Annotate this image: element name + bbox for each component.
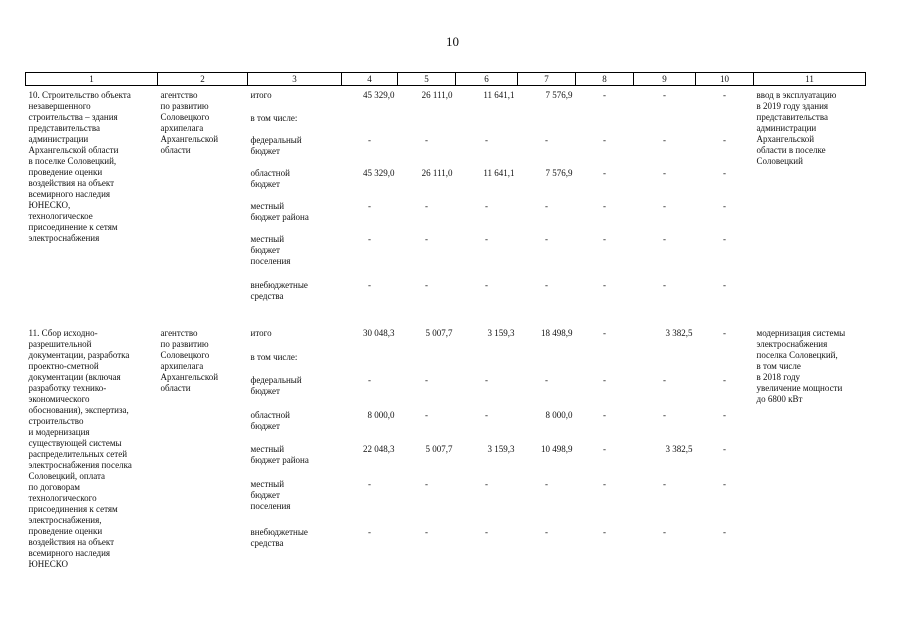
funding-source-cell: местный бюджет района [250,444,309,466]
table-row [26,86,866,113]
amount-cell-col-10: - [723,527,726,538]
amount-cell-col-4: - [368,527,371,538]
amount-cell-col-8: - [603,327,606,338]
column-header: 1 [26,73,158,86]
amount-cell-col-7: 18 498,9 [541,327,573,338]
amount-cell-col-4: - [368,200,371,211]
funding-source-cell: местный бюджет поселения [250,233,291,266]
amount-cell-col-7 [518,113,576,135]
amount-cell-col-5: - [425,233,428,244]
amount-cell-col-10: - [723,200,726,211]
amount-cell-col-9: - [663,409,666,420]
funding-source-cell: федеральный бюджет [250,375,302,397]
amount-cell-col-5: - [425,479,428,490]
column-number-row [26,73,866,86]
amount-cell-col-4: - [368,279,371,290]
amount-cell-col-8 [576,352,634,375]
funding-source-cell: местный бюджет поселения [250,479,291,512]
amount-cell-col-9: - [663,90,666,100]
amount-cell-col-5: - [425,200,428,211]
amount-cell-col-10: - [723,167,726,178]
amount-cell-col-4: 30 048,3 [363,327,395,338]
funding-source-cell: итого [250,90,272,100]
amount-cell-col-8: - [603,134,606,145]
amount-cell-col-5: 5 007,7 [425,327,453,338]
amount-cell-col-4: 45 329,0 [363,90,395,100]
amount-cell-col-4 [342,352,398,375]
funding-source-cell: в том числе: [250,112,298,123]
amount-cell-col-9: - [663,479,666,490]
amount-cell-col-5 [398,352,456,375]
amount-cell-col-8: - [603,90,606,100]
amount-cell-col-9: - [663,375,666,386]
amount-cell-col-9: - [663,134,666,145]
amount-cell-col-10: - [723,327,726,338]
amount-cell-col-8: - [603,233,606,244]
amount-cell-col-6: 11 641,1 [483,90,515,100]
amount-cell-col-6 [456,352,518,375]
amount-cell-col-7: - [545,134,548,145]
amount-cell-col-9: - [663,200,666,211]
amount-cell-col-7: 8 000,0 [545,409,573,420]
program-table [25,72,866,570]
amount-cell-col-10: - [723,479,726,490]
amount-cell-col-5: 26 111,0 [421,167,453,178]
amount-cell-col-8 [576,113,634,135]
amount-cell-col-4: 22 048,3 [363,444,395,455]
activity-name-cell: 10. Строительство объекта незавершенного строительства – здания представительства администрации Архангельской области в поселке Соловецкий, проведение оценки воздействия на объект всемирного наследия ЮНЕСКО, технологическое присоединение к сетям электроснабжения [28,90,131,243]
amount-cell-col-6: 3 159,3 [487,444,515,455]
amount-cell-col-7: - [545,233,548,244]
amount-cell-col-5: - [425,134,428,145]
amount-cell-col-8: - [603,444,606,455]
amount-cell-col-6: 3 159,3 [487,327,515,338]
amount-cell-col-7: 7 576,9 [545,167,573,178]
amount-cell-col-9: - [663,233,666,244]
funding-source-cell: внебюджетные средства [250,527,308,549]
amount-cell-col-8: - [603,409,606,420]
amount-cell-col-6 [456,113,518,135]
column-header: 11 [754,73,866,86]
expected-result-cell: ввод в эксплуатацию в 2019 году здания представительства администрации Архангельской области в поселке Соловецкий [756,90,837,166]
amount-cell-col-8: - [603,479,606,490]
amount-cell-col-6: - [485,233,488,244]
funding-source-cell: внебюджетные средства [250,279,308,301]
amount-cell-col-5: - [425,279,428,290]
funding-source-cell: областной бюджет [250,409,290,431]
amount-cell-col-4: - [368,375,371,386]
amount-cell-col-6: - [485,375,488,386]
amount-cell-col-6: 11 641,1 [483,167,515,178]
page-number: 10 [446,34,459,49]
amount-cell-col-6: - [485,409,488,420]
amount-cell-col-8: - [603,279,606,290]
amount-cell-col-9 [634,113,696,135]
amount-cell-col-7: - [545,279,548,290]
responsible-agency-cell: агентство по развитию Соловецкого архипелага Архангельской области [160,90,219,155]
column-header: 10 [696,73,754,86]
funding-source-cell: федеральный бюджет [250,134,302,156]
amount-cell-col-4: - [368,479,371,490]
amount-cell-col-10: - [723,375,726,386]
amount-cell-col-4: - [368,134,371,145]
activity-name-cell: 11. Сбор исходно- разрешительной документации, разработка проектно-сметной документации (включая разработку технико- экономического обоснования), экспертиза, строительство и модернизация существующей системы распределительных сетей электроснабжения поселка Соловецкий, оплата по договорам технологического присоединения к сетям электроснабжения, проведение оценки воздействия на объект всемирного наследия ЮНЕСКО [28,327,132,569]
expected-result-cell: модернизация системы электроснабжения поселка Соловецкий, в том числе в 2018 году увеличение мощности до 6800 кВт [756,327,846,404]
amount-cell-col-7 [518,352,576,375]
amount-cell-col-6: - [485,200,488,211]
amount-cell-col-7: - [545,527,548,538]
funding-source-cell: местный бюджет района [250,200,309,222]
column-header: 5 [398,73,456,86]
amount-cell-col-9: - [663,527,666,538]
amount-cell-col-6: - [485,279,488,290]
table-body [26,86,866,570]
column-header: 2 [158,73,248,86]
amount-cell-col-5 [398,113,456,135]
responsible-agency-cell: агентство по развитию Соловецкого архипелага Архангельской области [160,327,219,393]
amount-cell-col-6: - [485,527,488,538]
column-header: 3 [248,73,342,86]
amount-cell-col-8: - [603,167,606,178]
amount-cell-col-6: - [485,134,488,145]
column-header: 6 [456,73,518,86]
funding-source-cell: областной бюджет [250,167,290,189]
amount-cell-col-4 [342,113,398,135]
amount-cell-col-10: - [723,233,726,244]
amount-cell-col-8: - [603,527,606,538]
amount-cell-col-5: - [425,375,428,386]
amount-cell-col-9: - [663,279,666,290]
amount-cell-col-5: - [425,409,428,420]
amount-cell-col-7: - [545,375,548,386]
amount-cell-col-5: - [425,527,428,538]
table-row [26,320,866,353]
amount-cell-col-10: - [723,444,726,455]
amount-cell-col-7: - [545,479,548,490]
column-header: 8 [576,73,634,86]
amount-cell-col-4: 8 000,0 [367,409,395,420]
amount-cell-col-5: 5 007,7 [425,444,453,455]
amount-cell-col-9 [634,352,696,375]
amount-cell-col-10: - [723,409,726,420]
funding-source-cell: в том числе: [250,352,298,363]
amount-cell-col-5: 26 111,0 [421,90,453,100]
amount-cell-col-6: - [485,479,488,490]
amount-cell-col-10: - [723,279,726,290]
amount-cell-col-10: - [723,134,726,145]
column-header: 7 [518,73,576,86]
amount-cell-col-4: - [368,233,371,244]
amount-cell-col-9: 3 382,5 [665,444,693,455]
amount-cell-col-7: 7 576,9 [545,90,573,100]
amount-cell-col-7: - [545,200,548,211]
amount-cell-col-7: 10 498,9 [541,444,573,455]
funding-source-cell: итого [250,327,272,338]
amount-cell-col-10 [696,352,754,375]
amount-cell-col-8: - [603,375,606,386]
amount-cell-col-4: 45 329,0 [363,167,395,178]
column-header: 9 [634,73,696,86]
amount-cell-col-10: - [723,90,726,100]
column-header: 4 [342,73,398,86]
amount-cell-col-9: - [663,167,666,178]
amount-cell-col-9: 3 382,5 [665,327,693,338]
amount-cell-col-10 [696,113,754,135]
amount-cell-col-8: - [603,200,606,211]
